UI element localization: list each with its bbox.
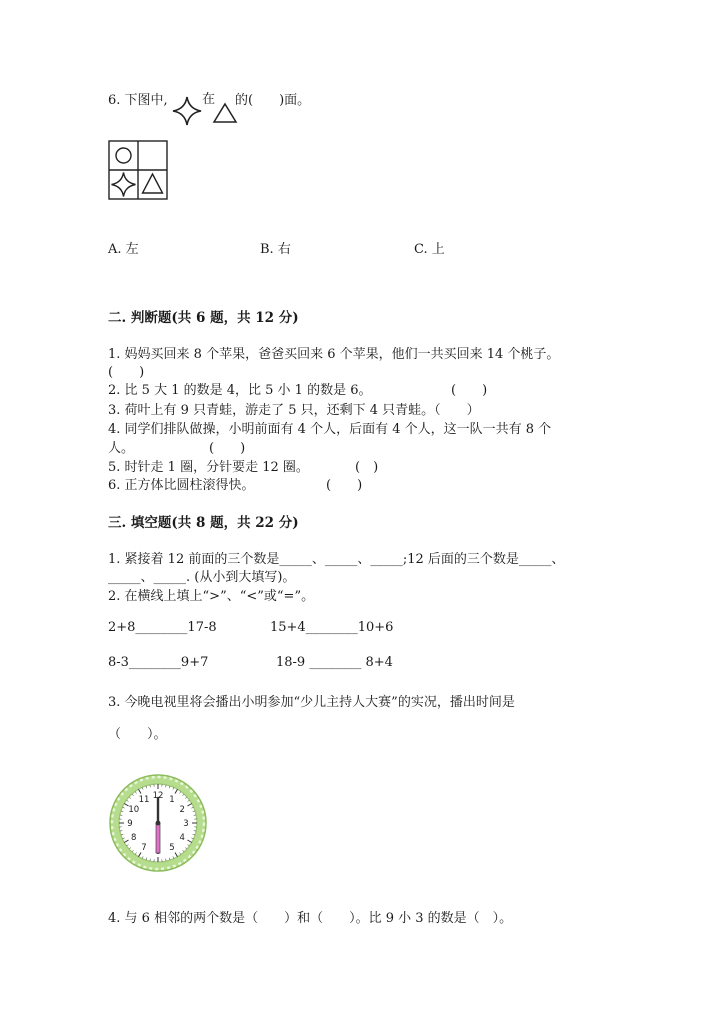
q6-prefix: 6. 下图中, [108,93,168,108]
tf-q5-answer[interactable]: ( ) [355,460,379,475]
fill-q3: 3. 今晚电视里将会播出小明参加“少儿主持人大赛”的实况，播出时间是 [108,695,515,710]
option-a[interactable]: A. 左 [108,242,139,257]
compare-item[interactable]: 18-9 ________ 8+4 [276,655,393,670]
circle-icon [116,148,131,163]
triangle-icon [143,174,163,193]
tf-q4-cont: 人。 [108,441,135,456]
clock-number: 1 [169,794,175,805]
option-b[interactable]: B. 右 [260,242,291,257]
fill-q1-cont: _____、_____. (从小到大填写)。 [108,570,296,585]
compare-item[interactable]: 2+8________17-8 [108,620,217,635]
clock-number: 10 [128,805,140,815]
clock-number: 5 [169,843,175,854]
q6-zai: 在 [202,92,216,107]
tf-q4-answer[interactable]: ( ) [209,441,246,456]
tf-q1: 1. 妈妈买回来 8 个苹果，爸爸买回来 6 个苹果，他们一共买回来 14 个桃子。 [108,347,560,362]
clock-number: 3 [183,819,189,829]
four-point-star-icon [112,173,136,197]
clock-number: 7 [141,843,147,854]
fill-q3-answer[interactable]: （ ）。 [108,727,167,742]
tf-q2-answer[interactable]: ( ) [451,383,488,398]
clock-number: 9 [127,819,133,829]
compare-item[interactable]: 15+4________10+6 [270,620,394,635]
section3-title: 三. 填空题(共 8 题，共 22 分) [108,515,299,531]
q6-suffix: 的( )面。 [235,93,311,108]
tf-q6: 6. 正方体比圆柱滚得快。 [108,478,255,493]
fill-q2: 2. 在横线上填上“>”、“<”或“=”。 [108,589,315,604]
compare-item[interactable]: 8-3________9+7 [108,655,209,670]
option-c[interactable]: C. 上 [414,242,445,257]
clock-number: 4 [179,833,185,843]
tf-q6-answer[interactable]: ( ) [326,478,363,493]
four-point-star-icon [172,96,202,126]
tf-q4: 4. 同学们排队做操，小明前面有 4 个人，后面有 4 个人，这一队一共有 8 个 [108,422,552,437]
tf-q5: 5. 时针走 1 圈，分针要走 12 圈。 [108,460,309,475]
tf-q3: 3. 荷叶上有 9 只青蛙，游走了 5 只，还剩下 4 只青蛙。（ ） [108,403,480,418]
clock-number: 11 [138,794,150,805]
fill-q4: 4. 与 6 相邻的两个数是（ ）和（ ）。比 9 小 3 的数是（ ）。 [108,911,513,926]
minute-hand [156,823,160,853]
position-grid [108,140,170,202]
tf-q2: 2. 比 5 大 1 的数是 4，比 5 小 1 的数是 6。 [108,383,372,398]
clock-illustration [108,773,208,873]
section2-title: 二. 判断题(共 6 题，共 12 分) [108,310,299,326]
clock-center [156,821,161,826]
clock-number: 12 [152,791,164,801]
clock-number: 8 [131,833,137,843]
fill-q1: 1. 紧接着 12 前面的三个数是_____、_____、_____;12 后面的三个数是_____、 [108,552,565,567]
tf-q1-answer[interactable]: ( ) [108,365,145,380]
clock-number: 2 [179,805,185,815]
